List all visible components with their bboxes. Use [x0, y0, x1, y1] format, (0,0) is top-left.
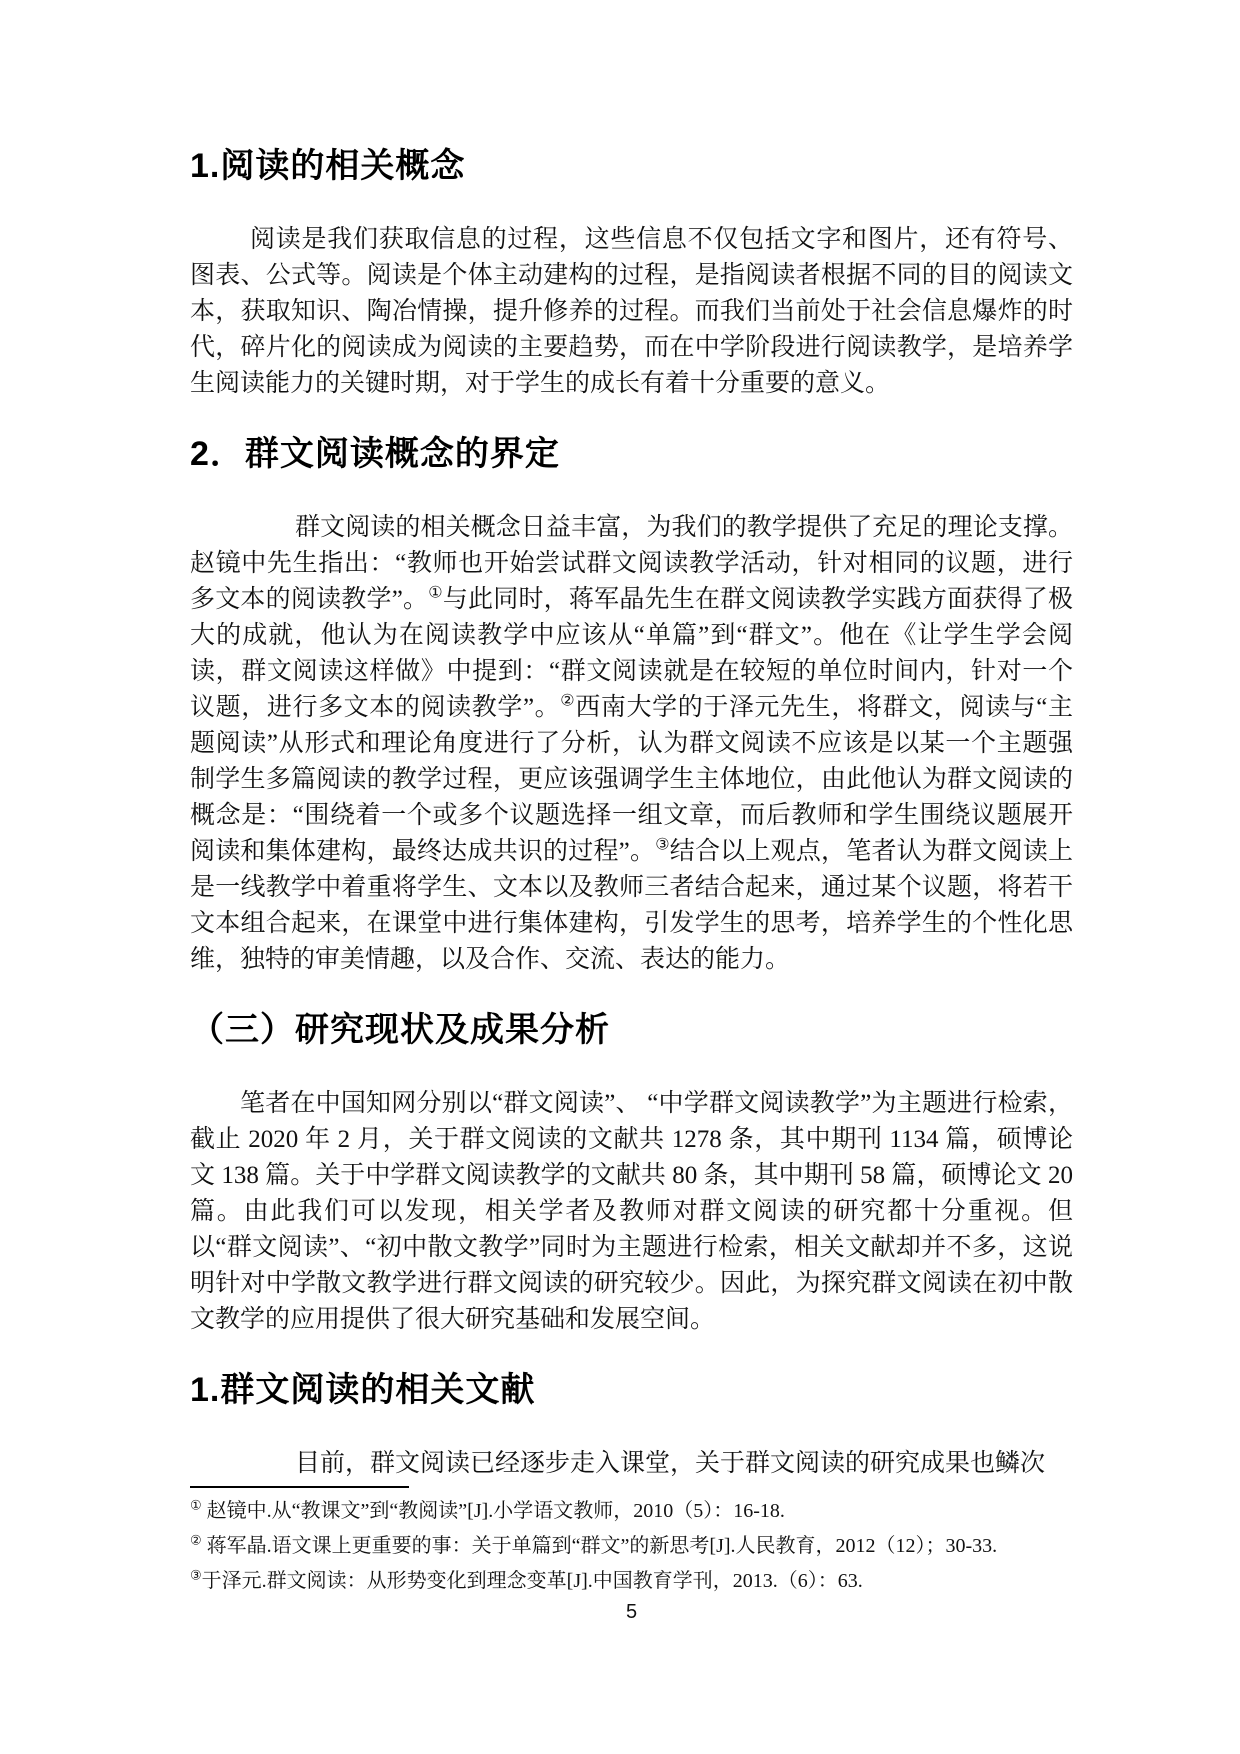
footnote-area: [190, 1486, 1073, 1599]
paragraph-text: 西南大学的于泽元先生，将群文，阅读与“主题阅读”从形式和理论角度进行了分析，认为群文阅读不应该是以某一个主题强制学生多篇阅读的教学过程，更应该强调学生主体地位，由此他认为群文阅读的概念是：“围绕着一个或多个议题选择一组文章，而后教师和学生围绕议题展开阅读和集体建构，最终达成共识的过程”。: [190, 694, 1074, 865]
section-heading-1: 1.阅读的相关概念: [190, 147, 466, 185]
section-heading-3: （三）研究现状及成果分析: [190, 1011, 610, 1049]
paragraph-text: 结合以上观点，笔者认为群文阅读上是一线教学中着重将学生、文本以及教师三者结合起来，通过某个议题，将若干文本组合起来，在课堂中进行集体建构，引发学生的思考，培养学生的个性化思维，独特的审美情趣，以及合作、交流、表达的能力。: [190, 838, 1073, 973]
section-heading-4: 1.群文阅读的相关文献: [190, 1371, 536, 1409]
paragraph-text: 阅读是我们获取信息的过程，这些信息不仅包括文字和图片，还有符号、图表、公式等。阅读是个体主动建构的过程，是指阅读者根据不同的目的阅读文本，获取知识、陶冶情操，提升修养的过程。而我们当前处于社会信息爆炸的时代，碎片化的阅读成为阅读的主要趋势，而在中学阶段进行阅读教学，是培养学生阅读能力的关键时期，对于学生的成长有着十分重要的意义。: [190, 226, 1073, 397]
footnote-marker: ②: [190, 1532, 202, 1548]
footnote-text: 赵镜中.从“教课文”到“教阅读”[J].小学语文教师，2010（5）：16-18.: [201, 1500, 785, 1522]
footnote-text: 于泽元.群文阅读：从形势变化到理念变革[J].中国教育学刊，2013.（6）：63.: [201, 1570, 863, 1592]
paragraph-text: 群文阅读的相关概念日益丰富，为我们的教学提供了充足的理论支撑。赵镜中先生指出：“教师也开始尝试群文阅读教学活动，针对相同的议题，进行多文本的阅读教学”。: [190, 514, 1073, 613]
footnote-separator: [190, 1486, 409, 1488]
body-paragraph: [190, 1086, 1073, 1338]
page-number: 5: [625, 1601, 638, 1623]
footnote-list: [190, 1494, 1073, 1599]
document-body: [190, 146, 1073, 1482]
body-paragraph: [190, 510, 1073, 978]
paragraph-text: 与此同时，蒋军晶先生在群文阅读教学实践方面获得了极大的成就，他认为在阅读教学中应该从“单篇”到“群文”。他在《让学生学会阅读，群文阅读这样做》中提到：“群文阅读就是在较短的单位时间内，针对一个议题，进行多文本的阅读教学”。: [190, 586, 1073, 721]
footnote-3: [190, 1564, 1073, 1599]
footnote-marker: ③: [190, 1567, 202, 1583]
footnote-text: 蒋军晶.语文课上更重要的事：关于单篇到“群文”的新思考[J].人民教育，2012（12）；30-33.: [201, 1535, 998, 1557]
footnote-marker: ①: [190, 1497, 202, 1513]
footnote-ref-marker: ③: [655, 836, 670, 854]
body-paragraph: [190, 1446, 1073, 1482]
section-heading-2: 2．群文阅读概念的界定: [190, 435, 560, 473]
footnote-ref-marker: ①: [428, 584, 443, 602]
paragraph-text: 目前，群文阅读已经逐步走入课堂，关于群文阅读的研究成果也鳞次: [295, 1450, 1046, 1477]
footnote-2: [190, 1529, 1073, 1564]
footnote-1: [190, 1494, 1073, 1529]
footnote-ref-marker: ②: [560, 692, 576, 710]
paragraph-text: 笔者在中国知网分别以“群文阅读”、 “中学群文阅读教学”为主题进行检索，截止 2020 年 2 月，关于群文阅读的文献共 1278 条，其中期刊 1134 篇，硕博论文 138 篇。关于中学群文阅读教学的文献共 80 条，其中期刊 58 篇，硕博论文 20 篇。由此我们可以发现，相关学者及教师对群文阅读的研究都十分重视。但以“群文阅读”、“初中散文教学”同时为主题进行检索，相关文献却并不多，这说明针对中学散文教学进行群文阅读的研究较少。因此，为探究群文阅读在初中散文教学的应用提供了很大研究基础和发展空间。: [190, 1090, 1073, 1333]
body-paragraph: [190, 222, 1073, 402]
